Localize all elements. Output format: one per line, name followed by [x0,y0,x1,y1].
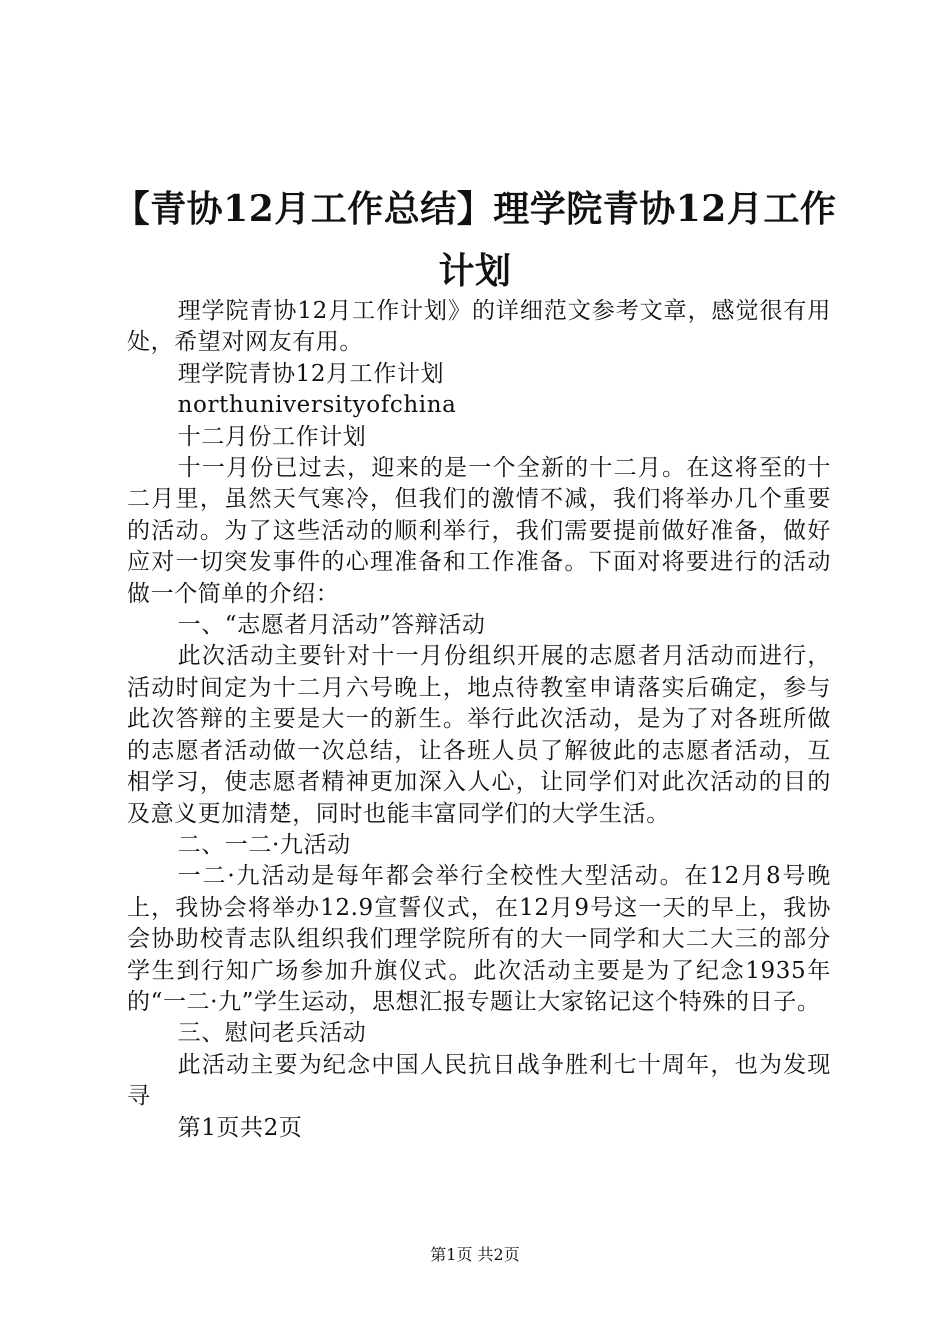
inline-page-number: 第1页共2页 [177,1114,303,1141]
paragraph-volunteer: 此次活动主要针对十一月份组织开展的志愿者月活动而进行，活动时间定为十二月六号晚上，地点待教室申请落实后确定，参与此次答辩的主要是大一的新生。举行此次活动，是为了对各班所做的志愿者活动做一次总结，让各班人员了解彼此的志愿者活动，互相学习，使志愿者精神更加深入人心，让同学们对此次活动的目的及意义更加清楚，同时也能丰富同学们的大学生活。 [127,643,831,827]
page-footer: 第1页 共2页 [430,1245,520,1264]
document-title: 【青协12月工作总结】理学院青协12月工作计划 [113,188,837,292]
paragraph-intro: 理学院青协12月工作计划》的详细范文参考文章，感觉很有用处，希望对网友有用。 [127,298,831,356]
paragraph-129: 一二·九活动是每年都会举行全校性大型活动。在12月8号晚上，我协会将举办12.9宣誓仪式，在12月9号这一天的早上，我协会协助校青志队组织我们理学院所有的大一同学和大二大三的部分学生到行知广场参加升旗仪式。此次活动主要是为了纪念1935年的“一二·九”学生运动，思想汇报专题让大家铭记这个特殊的日子。 [127,863,831,1015]
paragraph-veterans: 此活动主要为纪念中国人民抗日战争胜利七十周年，也为发现寻 [127,1051,831,1110]
document-body [127,296,831,1144]
paragraph-overview: 十一月份已过去，迎来的是一个全新的十二月。在这将至的十二月里，虽然天气寒冷，但我们的激情不减，我们将举办几个重要的活动。为了这些活动的顺利举行，我们需要提前做好准备，做好应对一切突发事件的心理准备和工作准备。下面对将要进行的活动做一个简单的介绍： [127,455,831,607]
paragraph-plan-heading: 十二月份工作计划 [177,423,367,450]
section-heading-volunteer: 一、“志愿者月活动”答辩活动 [177,612,486,639]
paragraph-university: northuniversityofchina [177,392,457,419]
paragraph-subtitle: 理学院青协12月工作计划 [177,360,445,387]
section-heading-129: 二、一二·九活动 [177,831,351,858]
section-heading-veterans: 三、慰问老兵活动 [177,1020,367,1047]
